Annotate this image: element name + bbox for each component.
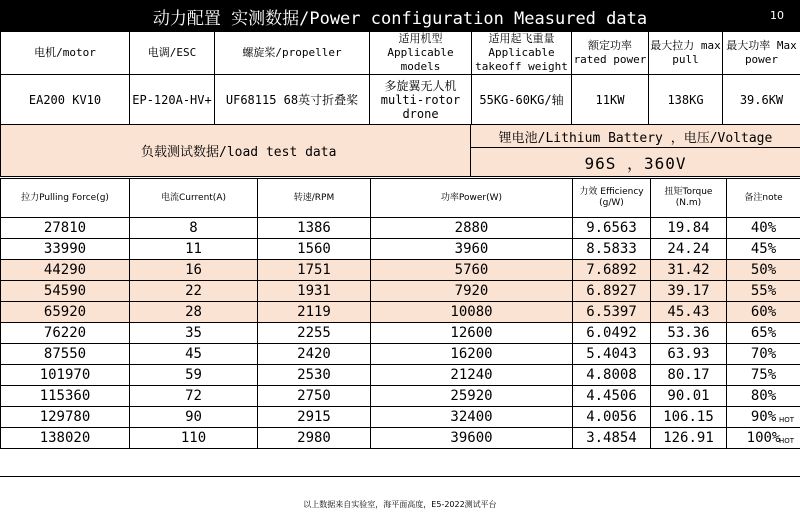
note-value: 65% <box>751 325 776 341</box>
table-row <box>1 302 800 323</box>
note-value: 55% <box>751 283 776 299</box>
hot-tag: HOT <box>779 416 794 424</box>
cell-note <box>727 302 800 323</box>
note-value: 90% <box>751 409 776 425</box>
cell-current: 22 <box>130 281 258 302</box>
cell-pull: 115360 <box>1 386 130 407</box>
cell-current: 72 <box>130 386 258 407</box>
spec-header-max-pull: 最大拉力 max pull <box>649 32 723 75</box>
cell-note <box>727 239 800 260</box>
note-value: 75% <box>751 367 776 383</box>
cell-power: 32400 <box>371 407 573 428</box>
spec-propeller: UF68115 68英寸折叠桨 <box>215 75 370 126</box>
table-row <box>1 386 800 407</box>
spec-header-models: 适用机型 Applicable models <box>370 32 472 75</box>
cell-pull: 76220 <box>1 323 130 344</box>
cell-note <box>727 365 800 386</box>
cell-rpm: 2255 <box>258 323 371 344</box>
table-row <box>1 281 800 302</box>
cell-current: 45 <box>130 344 258 365</box>
table-row <box>1 344 800 365</box>
cell-power: 39600 <box>371 428 573 449</box>
cell-pull: 101970 <box>1 365 130 386</box>
spec-header-max-power: 最大功率 Max power <box>723 32 800 75</box>
col-header-note: 备注note <box>727 179 800 218</box>
cell-current: 28 <box>130 302 258 323</box>
cell-torque: 39.17 <box>651 281 727 302</box>
cell-efficiency: 9.6563 <box>573 218 651 239</box>
note-value: 60% <box>751 304 776 320</box>
cell-current: 59 <box>130 365 258 386</box>
spec-header-takeoff-weight: 适用起飞重量 Applicable takeoff weight <box>472 32 572 75</box>
cell-efficiency: 4.8008 <box>573 365 651 386</box>
battery-label: 锂电池/Lithium Battery ，电压/Voltage <box>471 125 800 148</box>
cell-pull: 129780 <box>1 407 130 428</box>
spec-models: 多旋翼无人机 multi-rotor drone <box>370 75 472 126</box>
cell-current: 8 <box>130 218 258 239</box>
table-row <box>1 407 800 428</box>
cell-current: 35 <box>130 323 258 344</box>
note-value: 100% <box>747 430 781 446</box>
col-header-current: 电流Current(A) <box>130 179 258 218</box>
table-row <box>1 239 800 260</box>
cell-efficiency: 4.0056 <box>573 407 651 428</box>
title-bar <box>0 0 800 31</box>
cell-torque: 126.91 <box>651 428 727 449</box>
cell-rpm: 1931 <box>258 281 371 302</box>
cell-efficiency: 6.0492 <box>573 323 651 344</box>
col-header-efficiency: 力效 Efficiency (g/W) <box>573 179 651 218</box>
spec-header-esc: 电调/ESC <box>130 32 215 75</box>
cell-efficiency: 8.5833 <box>573 239 651 260</box>
col-header-torque: 扭矩Torque (N.m) <box>651 179 727 218</box>
cell-rpm: 2980 <box>258 428 371 449</box>
cell-rpm: 2530 <box>258 365 371 386</box>
spec-table <box>0 31 800 126</box>
cell-power: 2880 <box>371 218 573 239</box>
cell-note <box>727 386 800 407</box>
footer <box>0 476 800 514</box>
cell-torque: 31.42 <box>651 260 727 281</box>
table-row <box>1 218 800 239</box>
cell-pull: 138020 <box>1 428 130 449</box>
cell-power: 21240 <box>371 365 573 386</box>
cell-rpm: 2915 <box>258 407 371 428</box>
cell-current: 90 <box>130 407 258 428</box>
table-row <box>1 365 800 386</box>
spec-header-propeller: 螺旋桨/propeller <box>215 32 370 75</box>
cell-efficiency: 6.8927 <box>573 281 651 302</box>
page-title: 动力配置 实测数据/Power configuration Measured data <box>0 4 800 29</box>
footer-note: 以上数据来自实验室，海平面高度，E5-2022测试平台 <box>303 500 496 509</box>
cell-power: 12600 <box>371 323 573 344</box>
cell-pull: 65920 <box>1 302 130 323</box>
cell-pull: 44290 <box>1 260 130 281</box>
cell-efficiency: 6.5397 <box>573 302 651 323</box>
page-number: 10 <box>770 9 784 22</box>
cell-rpm: 2750 <box>258 386 371 407</box>
cell-torque: 90.01 <box>651 386 727 407</box>
col-header-power: 功率Power(W) <box>371 179 573 218</box>
spec-header-rated-power: 额定功率 rated power <box>572 32 649 75</box>
cell-power: 7920 <box>371 281 573 302</box>
cell-power: 16200 <box>371 344 573 365</box>
cell-current: 110 <box>130 428 258 449</box>
cell-torque: 24.24 <box>651 239 727 260</box>
spec-takeoff-weight: 55KG-60KG/轴 <box>472 75 572 126</box>
voltage-value: 96S ，360V <box>471 148 800 177</box>
cell-power: 25920 <box>371 386 573 407</box>
cell-note <box>727 344 800 365</box>
cell-rpm: 1386 <box>258 218 371 239</box>
cell-power: 3960 <box>371 239 573 260</box>
note-value: 70% <box>751 346 776 362</box>
cell-rpm: 2420 <box>258 344 371 365</box>
cell-note <box>727 407 800 428</box>
spec-motor: EA200 KV10 <box>1 75 130 126</box>
cell-power: 5760 <box>371 260 573 281</box>
cell-pull: 54590 <box>1 281 130 302</box>
hot-tag: HOT <box>779 437 794 445</box>
load-test-label: 负载测试数据/load test data <box>1 125 471 177</box>
cell-note <box>727 218 800 239</box>
load-test-header <box>0 124 800 177</box>
cell-rpm: 1751 <box>258 260 371 281</box>
cell-efficiency: 3.4854 <box>573 428 651 449</box>
col-header-pull: 拉力Pulling Force(g) <box>1 179 130 218</box>
load-test-table <box>0 178 800 449</box>
note-value: 80% <box>751 388 776 404</box>
cell-pull: 27810 <box>1 218 130 239</box>
cell-torque: 53.36 <box>651 323 727 344</box>
cell-pull: 87550 <box>1 344 130 365</box>
table-row <box>1 260 800 281</box>
cell-efficiency: 7.6892 <box>573 260 651 281</box>
note-value: 50% <box>751 262 776 278</box>
note-value: 40% <box>751 220 776 236</box>
cell-note <box>727 323 800 344</box>
cell-note <box>727 428 800 449</box>
cell-torque: 45.43 <box>651 302 727 323</box>
cell-pull: 33990 <box>1 239 130 260</box>
note-value: 45% <box>751 241 776 257</box>
cell-efficiency: 4.4506 <box>573 386 651 407</box>
cell-current: 16 <box>130 260 258 281</box>
cell-torque: 80.17 <box>651 365 727 386</box>
spec-esc: EP-120A-HV+ <box>130 75 215 126</box>
spec-rated-power: 11KW <box>572 75 649 126</box>
spec-header-row <box>1 32 800 75</box>
cell-torque: 106.15 <box>651 407 727 428</box>
cell-rpm: 1560 <box>258 239 371 260</box>
cell-torque: 63.93 <box>651 344 727 365</box>
table-row <box>1 428 800 449</box>
spec-max-pull: 138KG <box>649 75 723 126</box>
spec-max-power: 39.6KW <box>723 75 800 126</box>
cell-power: 10080 <box>371 302 573 323</box>
cell-note <box>727 260 800 281</box>
cell-note <box>727 281 800 302</box>
col-header-rpm: 转速/RPM <box>258 179 371 218</box>
spec-header-motor: 电机/motor <box>1 32 130 75</box>
cell-efficiency: 5.4043 <box>573 344 651 365</box>
cell-rpm: 2119 <box>258 302 371 323</box>
cell-current: 11 <box>130 239 258 260</box>
spec-value-row <box>1 75 800 126</box>
table-row <box>1 323 800 344</box>
cell-torque: 19.84 <box>651 218 727 239</box>
table-header-row <box>1 179 800 218</box>
